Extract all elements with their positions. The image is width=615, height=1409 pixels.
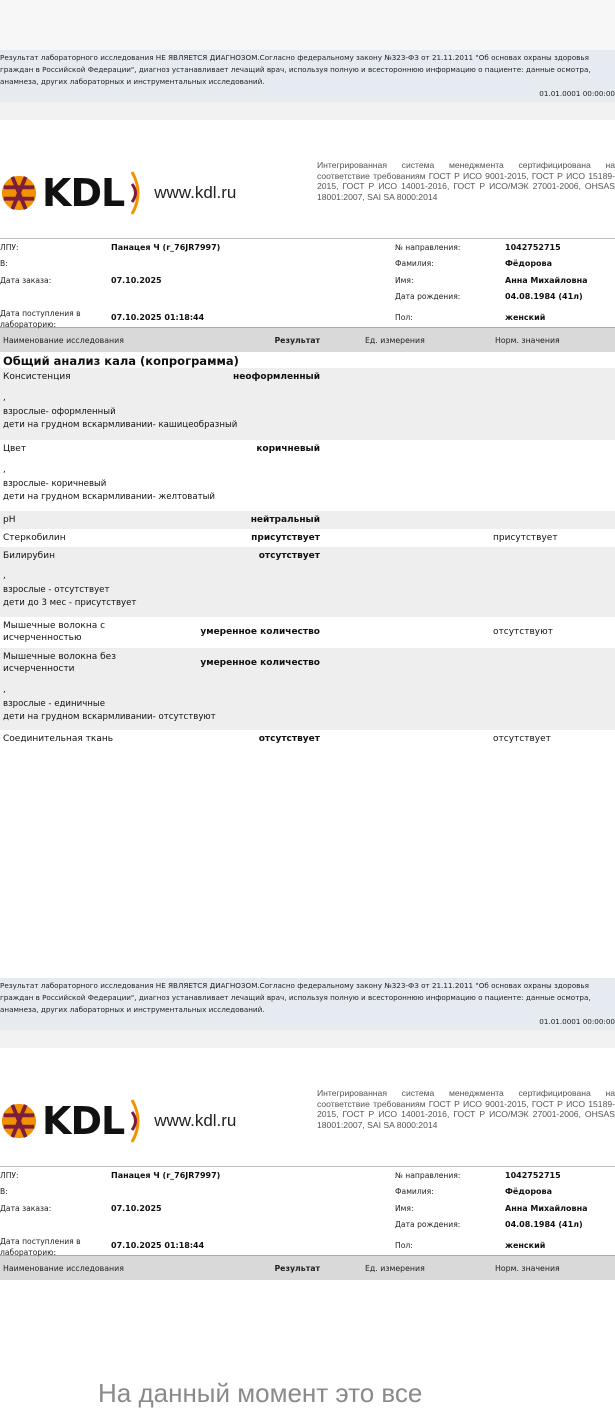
referral-label: № направления: xyxy=(395,1171,461,1180)
table-row xyxy=(0,617,615,648)
received-date: 07.10.2025 01:18:44 xyxy=(111,313,205,322)
results-table-header xyxy=(0,327,615,352)
row-ref: взрослые - отсутствует xyxy=(3,585,110,595)
row-ref: взрослые - единичные xyxy=(3,699,105,709)
page-divider xyxy=(0,1030,615,1048)
row-result: присутствует xyxy=(251,533,320,543)
chevron-mark-icon xyxy=(130,170,144,216)
patient-info xyxy=(0,1167,615,1255)
referral-number: 1042752715 xyxy=(505,243,561,252)
dob-label: Дата рождения: xyxy=(395,1220,461,1229)
dob-label: Дата рождения: xyxy=(395,292,461,301)
table-row xyxy=(0,368,615,440)
col-result: Результат xyxy=(274,335,320,345)
row-norm: отсутствуют xyxy=(493,627,553,637)
lpu-value: Панацея Ч (r_76JR7997) xyxy=(111,1171,221,1180)
lab-header xyxy=(0,1048,615,1166)
received-date: 07.10.2025 01:18:44 xyxy=(111,1241,205,1250)
page-blank-area xyxy=(0,750,615,978)
table-row xyxy=(0,730,615,750)
row-name-line: исчерченности xyxy=(3,664,75,674)
v-label: В: xyxy=(0,259,8,268)
row-result: отсутствует xyxy=(258,734,320,744)
row-ref: дети до 3 мес - присутствует xyxy=(3,598,137,608)
certification-text: Интегрированная система менеджмента сертифицирована на соответствие требованиям ГОСТ Р ИСО 9001-2015, ГОСТ Р ИСО 15189-2015, ГОСТ Р ИСО 14001-2016, ГОСТ Р ИСО/МЭК 27001-2006, OHSAS 18001:2007, SAI SA 8000:2014 xyxy=(317,1088,615,1130)
surname-label: Фамилия: xyxy=(395,259,434,268)
row-ref: дети на грудном вскармливании- отсутствуют xyxy=(3,712,216,722)
row-name: Билирубин xyxy=(3,551,55,561)
lpu-label: ЛПУ: xyxy=(0,1171,19,1180)
row-name: Стеркобилин xyxy=(3,533,66,543)
referral-number: 1042752715 xyxy=(505,1171,561,1180)
row-ref: взрослые- оформленный xyxy=(3,407,116,417)
col-name: Наименование исследования xyxy=(3,1263,124,1273)
surname-value: Фёдорова xyxy=(505,259,552,268)
kdl-emblem-icon xyxy=(0,1102,38,1140)
row-name: Цвет xyxy=(3,444,27,454)
row-result: отсутствует xyxy=(258,551,320,561)
kdl-logo xyxy=(0,168,236,218)
order-date-label: Дата заказа: xyxy=(0,1204,52,1213)
received-label: Дата поступления в лабораторию: xyxy=(0,309,81,329)
row-ref: дети на грудном вскармливании- кашицеобразный xyxy=(3,420,238,430)
disclaimer-banner xyxy=(0,50,615,102)
row-ref: , xyxy=(3,465,6,475)
patient-info xyxy=(0,239,615,327)
row-norm: присутствует xyxy=(493,533,558,543)
dob-value: 04.08.1984 (41л) xyxy=(505,1220,583,1229)
row-result: умеренное количество xyxy=(200,658,320,668)
row-name: Консистенция xyxy=(3,372,71,382)
row-name-line: Мышечные волокна без xyxy=(3,652,116,662)
row-name: pH xyxy=(3,515,16,525)
row-ref: , xyxy=(3,571,6,581)
chevron-mark-icon xyxy=(130,1098,144,1144)
row-name: Соединительная ткань xyxy=(3,734,114,744)
sex-label: Пол: xyxy=(395,1241,413,1250)
row-ref: , xyxy=(3,393,6,403)
end-of-results-message: На данный момент это все xyxy=(98,1378,423,1408)
col-name: Наименование исследования xyxy=(3,335,124,345)
website-link[interactable]: www.kdl.ru xyxy=(154,1111,237,1130)
received-label: Дата поступления в лабораторию: xyxy=(0,1237,81,1257)
row-result: умеренное количество xyxy=(200,627,320,637)
lpu-label: ЛПУ: xyxy=(0,243,19,252)
table-row xyxy=(0,648,615,730)
name-value: Анна Михайловна xyxy=(505,1204,588,1213)
row-name-line: исчерченностью xyxy=(3,633,82,643)
lab-header xyxy=(0,120,615,238)
row-result: коричневый xyxy=(256,444,320,454)
kdl-emblem-icon xyxy=(0,174,38,212)
section-title: Общий анализ кала (копрограмма) xyxy=(3,354,239,368)
order-date: 07.10.2025 xyxy=(111,1204,162,1213)
col-norm: Норм. значения xyxy=(495,1263,560,1273)
col-unit: Ед. измерения xyxy=(365,1263,425,1273)
table-row xyxy=(0,529,615,547)
row-name-line: Мышечные волокна с xyxy=(3,621,106,631)
page-divider xyxy=(0,102,615,120)
table-row xyxy=(0,511,615,529)
row-ref: взрослые- коричневый xyxy=(3,479,107,489)
logo-text: KDL xyxy=(42,1099,125,1143)
disclaimer-timestamp: 01.01.0001 00:00:00 xyxy=(539,1017,615,1026)
referral-label: № направления: xyxy=(395,243,461,252)
col-norm: Норм. значения xyxy=(495,335,560,345)
row-ref: дети на грудном вскармливании- желтоватый xyxy=(3,492,215,502)
row-name xyxy=(3,620,105,644)
table-row xyxy=(0,440,615,511)
name-value: Анна Михайловна xyxy=(505,276,588,285)
website-link[interactable]: www.kdl.ru xyxy=(154,183,237,202)
row-norm: отсутствует xyxy=(493,734,551,744)
logo-text: KDL xyxy=(42,171,125,215)
kdl-logo xyxy=(0,1096,236,1146)
certification-text: Интегрированная система менеджмента сертифицирована на соответствие требованиям ГОСТ Р ИСО 9001-2015, ГОСТ Р ИСО 15189-2015, ГОСТ Р ИСО 14001-2016, ГОСТ Р ИСО/МЭК 27001-2006, OHSAS 18001:2007, SAI SA 8000:2014 xyxy=(317,160,615,202)
order-date-label: Дата заказа: xyxy=(0,276,52,285)
disclaimer-text: Результат лабораторного исследования НЕ ЯВЛЯЕТСЯ ДИАГНОЗОМ.Согласно федеральному закону №323-ФЗ от 21.11.2011 "Об основах охраны здоровья граждан в Российской Федерации", диагноз устанавливает лечащий врач, используя полную и всестороннюю информацию о пациенте: данные осмотра, анамнеза, других лабораторных и инструментальных исследований. xyxy=(0,981,591,1014)
row-ref: , xyxy=(3,685,6,695)
row-result: неоформленный xyxy=(233,372,320,382)
dob-value: 04.08.1984 (41л) xyxy=(505,292,583,301)
name-label: Имя: xyxy=(395,276,414,285)
sex-value: женский xyxy=(505,313,546,322)
col-unit: Ед. измерения xyxy=(365,335,425,345)
top-margin xyxy=(0,0,615,50)
row-result: нейтральный xyxy=(250,515,320,525)
v-label: В: xyxy=(0,1187,8,1196)
surname-label: Фамилия: xyxy=(395,1187,434,1196)
sex-value: женский xyxy=(505,1241,546,1250)
disclaimer-timestamp: 01.01.0001 00:00:00 xyxy=(539,89,615,98)
lpu-value: Панацея Ч (r_76JR7997) xyxy=(111,243,221,252)
disclaimer-banner xyxy=(0,978,615,1030)
name-label: Имя: xyxy=(395,1204,414,1213)
sex-label: Пол: xyxy=(395,313,413,322)
order-date: 07.10.2025 xyxy=(111,276,162,285)
disclaimer-text: Результат лабораторного исследования НЕ ЯВЛЯЕТСЯ ДИАГНОЗОМ.Согласно федеральному закону №323-ФЗ от 21.11.2011 "Об основах охраны здоровья граждан в Российской Федерации", диагноз устанавливает лечащий врач, используя полную и всестороннюю информацию о пациенте: данные осмотра, анамнеза, других лабораторных и инструментальных исследований. xyxy=(0,53,591,86)
results-table-header xyxy=(0,1255,615,1280)
table-row xyxy=(0,547,615,617)
row-name xyxy=(3,651,116,675)
col-result: Результат xyxy=(274,1263,320,1273)
surname-value: Фёдорова xyxy=(505,1187,552,1196)
